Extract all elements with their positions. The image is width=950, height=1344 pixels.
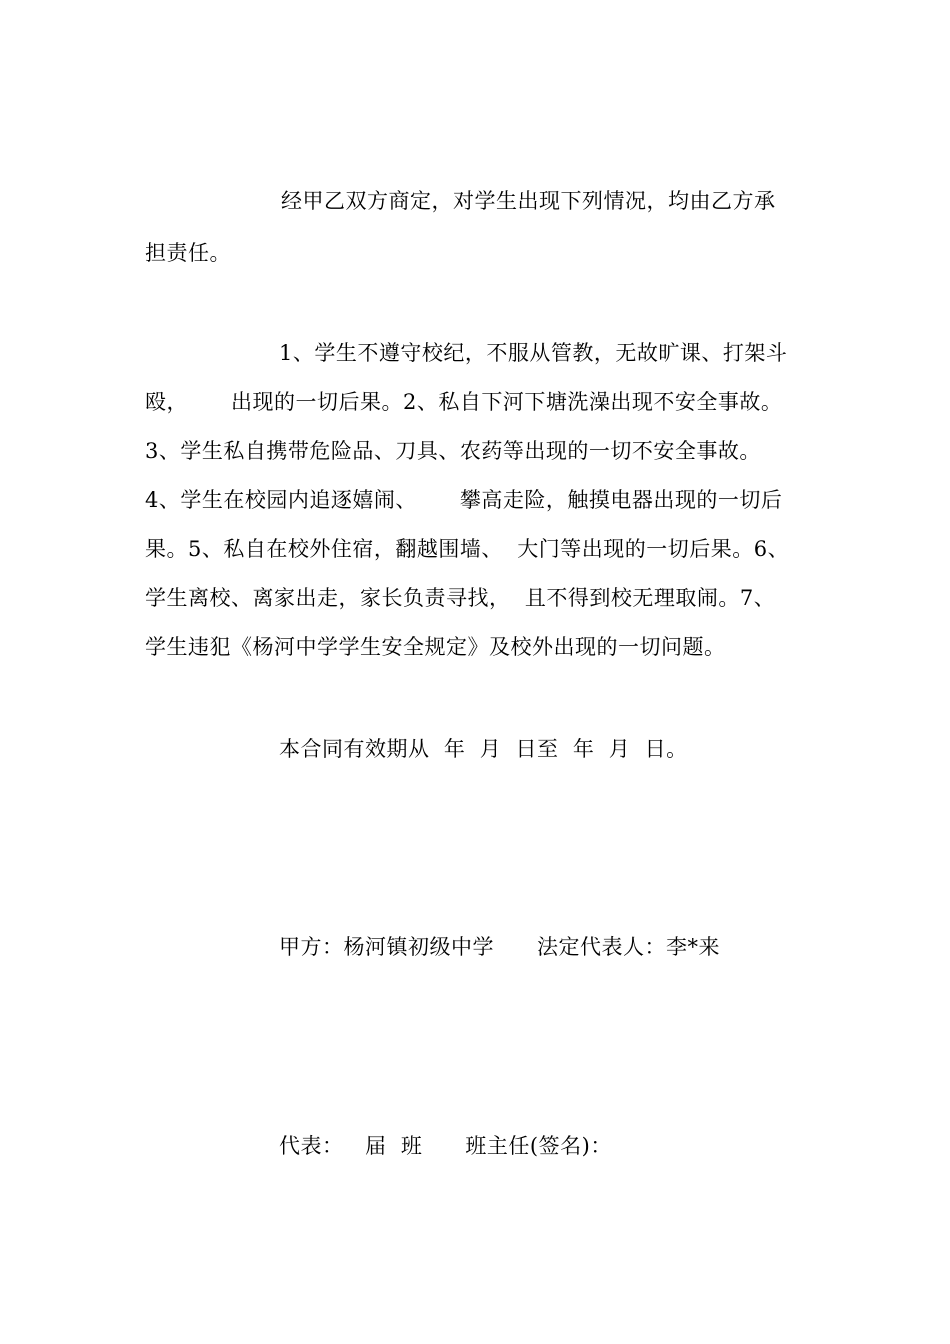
- intro-line-1: 经甲乙双方商定，对学生出现下列情况，均由乙方承: [281, 189, 776, 213]
- intro-line-2: 担责任。: [145, 241, 231, 265]
- representative-line: 代表： 届 班 班主任(签名)：: [279, 1134, 612, 1158]
- clause-line-2: 殴， 出现的一切后果。2、私自下河下塘洗澡出现不安全事故。: [145, 390, 783, 414]
- clause-line-5: 果。5、私自在校外住宿，翻越围墙、 大门等出现的一切后果。6、: [145, 537, 790, 561]
- party-a-line: 甲方：杨河镇初级中学 法定代表人：李*来: [279, 935, 721, 959]
- clause-line-1: 1、学生不遵守校纪，不服从管教，无故旷课、打架斗: [279, 341, 788, 365]
- clause-line-3: 3、学生私自携带危险品、刀具、农药等出现的一切不安全事故。: [145, 439, 761, 463]
- clause-line-7: 学生违犯《杨河中学学生安全规定》及校外出现的一切问题。: [145, 635, 726, 659]
- clause-line-4: 4、学生在校园内追逐嬉闹、 攀高走险，触摸电器出现的一切后: [145, 488, 783, 512]
- validity-line: 本合同有效期从 年 月 日至 年 月 日。: [279, 737, 688, 761]
- clause-line-6: 学生离校、离家出走，家长负责寻找， 且不得到校无理取闹。7、: [145, 586, 776, 610]
